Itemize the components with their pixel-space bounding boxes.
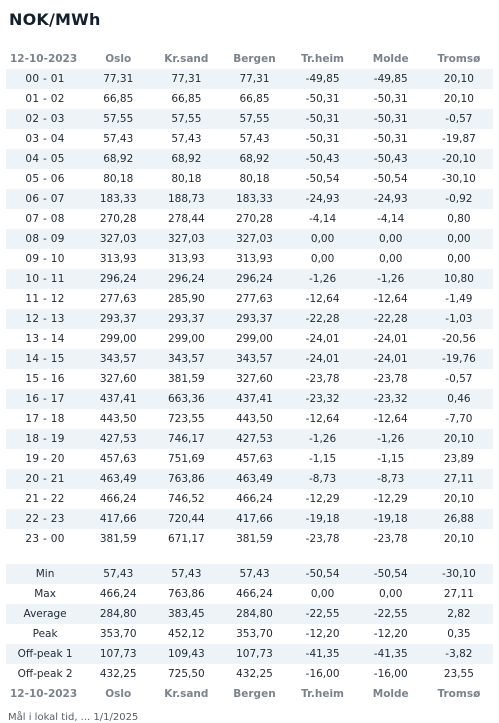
summary-cell: 353,70 [84, 624, 152, 644]
price-cell: -1,26 [289, 429, 357, 449]
hour-cell: 06 - 07 [6, 189, 84, 209]
hour-cell: 00 - 01 [6, 69, 84, 89]
price-cell: 285,90 [167, 293, 205, 305]
table-row [6, 309, 493, 329]
price-cell: 299,00 [236, 333, 273, 345]
summary-cell: -16,00 [357, 664, 425, 684]
price-cell: -50,31 [373, 93, 408, 105]
column-header-tromso[interactable]: Tromsø [437, 53, 481, 65]
price-cell: -20,56 [441, 333, 476, 345]
summary-cell: 57,43 [152, 564, 220, 584]
hour-cell: 19 - 20 [25, 453, 65, 465]
price-cell: -7,70 [445, 413, 473, 425]
price-cell: 299,00 [99, 333, 137, 345]
summary-cell: 107,73 [220, 644, 288, 664]
table-row [6, 89, 493, 109]
price-cell: -1,49 [445, 293, 473, 305]
table-row [6, 349, 493, 369]
table-row [6, 389, 493, 409]
price-cell: 77,31 [152, 69, 220, 89]
price-cell: 66,85 [239, 93, 270, 105]
summary-cell: 763,86 [152, 584, 220, 604]
price-cell: 293,37 [84, 309, 152, 329]
price-cell: 277,63 [99, 293, 137, 305]
summary-cell: -30,10 [425, 564, 493, 584]
price-cell: -22,28 [357, 309, 425, 329]
summary-cell: -12,20 [357, 624, 425, 644]
footer-header-trheim: Tr.heim [301, 688, 344, 700]
price-cell: 278,44 [167, 213, 205, 225]
column-header-molde[interactable]: Molde [372, 53, 409, 65]
table-row [6, 149, 493, 169]
hour-cell: 10 - 11 [6, 269, 84, 289]
summary-cell: -50,54 [289, 564, 357, 584]
column-header-oslo[interactable]: Oslo [105, 53, 132, 65]
price-cell: -12,29 [305, 493, 340, 505]
table-row [6, 249, 493, 269]
price-cell: -1,26 [289, 269, 357, 289]
price-cell: 327,60 [99, 373, 137, 385]
price-cell: -12,29 [373, 493, 408, 505]
price-cell: -23,78 [373, 533, 408, 545]
price-cell: 0,00 [357, 229, 425, 249]
summary-cell: 284,80 [84, 604, 152, 624]
spacer-cell [6, 549, 493, 564]
price-cell: 20,10 [425, 69, 493, 89]
summary-cell: 432,25 [220, 664, 288, 684]
price-cell: -0,57 [425, 109, 493, 129]
price-cell: -50,31 [373, 133, 408, 145]
price-cell: -23,78 [305, 533, 340, 545]
price-cell: -0,57 [445, 373, 473, 385]
summary-cell: -16,00 [289, 664, 357, 684]
price-cell: -24,01 [373, 333, 408, 345]
price-cell: 327,03 [84, 229, 152, 249]
hour-cell: 15 - 16 [25, 373, 65, 385]
price-cell: 437,41 [84, 389, 152, 409]
footer-header-oslo: Oslo [105, 688, 132, 700]
price-cell: -1,15 [309, 453, 337, 465]
summary-cell: 725,50 [152, 664, 220, 684]
price-cell: 343,57 [152, 349, 220, 369]
price-cell: -24,93 [357, 189, 425, 209]
price-cell: 313,93 [236, 253, 273, 265]
summary-cell: -22,55 [357, 604, 425, 624]
table-row [6, 369, 493, 389]
table-row [6, 229, 493, 249]
price-cell: 296,24 [152, 269, 220, 289]
price-cell: 417,66 [84, 509, 152, 529]
price-cell: 57,43 [171, 133, 202, 145]
price-cell: -23,78 [373, 373, 408, 385]
price-cell: 466,24 [236, 493, 273, 505]
summary-label: Max [6, 584, 84, 604]
price-cell: 0,80 [447, 213, 471, 225]
price-cell: 746,52 [167, 493, 205, 505]
price-cell: 296,24 [84, 269, 152, 289]
hour-cell: 21 - 22 [25, 493, 65, 505]
table-header-row [6, 49, 493, 69]
price-cell: 437,41 [220, 389, 288, 409]
price-cell: 751,69 [167, 453, 205, 465]
table-row [6, 289, 493, 309]
summary-label: Average [6, 604, 84, 624]
price-cell: -50,31 [289, 109, 357, 129]
table-row [6, 169, 493, 189]
price-cell: 80,18 [171, 173, 202, 185]
price-cell: 427,53 [84, 429, 152, 449]
price-cell: 763,86 [152, 469, 220, 489]
summary-label: Off-peak 1 [6, 644, 84, 664]
price-cell: 20,10 [443, 93, 474, 105]
price-cell: 293,37 [152, 309, 220, 329]
price-cell: -23,78 [305, 373, 340, 385]
table-footer-row [6, 684, 493, 704]
price-cell: 299,00 [167, 333, 205, 345]
price-cell: 0,00 [425, 229, 493, 249]
hour-cell: 20 - 21 [6, 469, 84, 489]
price-cell: 66,85 [103, 93, 134, 105]
price-cell: -1,26 [357, 429, 425, 449]
price-cell: 463,49 [220, 469, 288, 489]
price-cell: -50,54 [305, 173, 340, 185]
hour-cell: 05 - 06 [25, 173, 65, 185]
price-cell: 26,88 [425, 509, 493, 529]
price-cell: -8,73 [357, 469, 425, 489]
table-row [6, 189, 493, 209]
summary-label: Off-peak 2 [6, 664, 84, 684]
hour-cell: 18 - 19 [6, 429, 84, 449]
price-cell: 463,49 [84, 469, 152, 489]
price-cell: -1,15 [377, 453, 405, 465]
price-cell: 270,28 [236, 213, 273, 225]
price-cell: 80,18 [239, 173, 270, 185]
price-cell: -50,31 [305, 133, 340, 145]
table-row [6, 429, 493, 449]
summary-row [6, 644, 493, 664]
price-cell: 293,37 [220, 309, 288, 329]
price-cell: 57,43 [239, 133, 270, 145]
table-row [6, 529, 493, 549]
price-cell: -24,01 [289, 349, 357, 369]
hour-cell: 17 - 18 [25, 413, 65, 425]
header-date: 12-10-2023 [10, 53, 78, 65]
price-cell: 77,31 [84, 69, 152, 89]
summary-cell: 466,24 [84, 584, 152, 604]
summary-cell: -41,35 [289, 644, 357, 664]
price-cell: 68,92 [220, 149, 288, 169]
price-cell: -23,32 [357, 389, 425, 409]
price-cell: 68,92 [84, 149, 152, 169]
footer-header-bergen: Bergen [233, 688, 276, 700]
price-cell: -50,54 [373, 173, 408, 185]
summary-cell: -41,35 [357, 644, 425, 664]
price-cell: -50,31 [357, 109, 425, 129]
price-cell: -49,85 [289, 69, 357, 89]
table-row [6, 469, 493, 489]
price-cell: 0,00 [310, 253, 335, 265]
footer-header-molde: Molde [372, 688, 409, 700]
price-cell: 457,63 [99, 453, 137, 465]
price-cell: 381,59 [99, 533, 137, 545]
price-cell: 57,43 [103, 133, 134, 145]
page-title: NOK/MWh [9, 10, 101, 29]
price-cell: -1,26 [357, 269, 425, 289]
price-cell: 313,93 [167, 253, 205, 265]
price-cell: 77,31 [220, 69, 288, 89]
hour-cell: 22 - 23 [6, 509, 84, 529]
price-cell: 381,59 [236, 533, 273, 545]
price-cell: 20,10 [425, 429, 493, 449]
table-row [6, 129, 493, 149]
price-cell: 381,59 [167, 373, 205, 385]
price-cell: 343,57 [220, 349, 288, 369]
price-cell: 10,80 [425, 269, 493, 289]
price-table [6, 49, 493, 704]
price-cell: 80,18 [103, 173, 134, 185]
price-cell: 0,46 [425, 389, 493, 409]
price-cell: -0,92 [425, 189, 493, 209]
column-header-trheim[interactable]: Tr.heim [301, 53, 344, 65]
price-cell: 277,63 [236, 293, 273, 305]
summary-label: Peak [6, 624, 84, 644]
hour-cell: 02 - 03 [6, 109, 84, 129]
price-cell: 427,53 [220, 429, 288, 449]
column-header-krsand[interactable]: Kr.sand [164, 53, 209, 65]
price-cell: -50,43 [357, 149, 425, 169]
price-cell: -12,64 [373, 293, 408, 305]
price-cell: 68,92 [152, 149, 220, 169]
price-cell: 723,55 [167, 413, 205, 425]
price-cell: 443,50 [99, 413, 137, 425]
price-cell: -4,14 [377, 213, 405, 225]
price-cell: 57,55 [84, 109, 152, 129]
price-cell: -12,64 [305, 293, 340, 305]
summary-cell: 432,25 [84, 664, 152, 684]
summary-cell: 107,73 [84, 644, 152, 664]
price-cell: -19,18 [289, 509, 357, 529]
price-cell: 327,03 [152, 229, 220, 249]
summary-cell: 23,55 [425, 664, 493, 684]
summary-cell: 353,70 [220, 624, 288, 644]
summary-cell: -3,82 [425, 644, 493, 664]
summary-cell: -22,55 [289, 604, 357, 624]
price-cell: 66,85 [171, 93, 202, 105]
summary-cell: 27,11 [425, 584, 493, 604]
price-cell: 57,55 [152, 109, 220, 129]
price-cell: -19,87 [441, 133, 476, 145]
price-cell: -8,73 [289, 469, 357, 489]
price-cell: 327,60 [236, 373, 273, 385]
price-cell: -24,93 [289, 189, 357, 209]
hour-cell: 03 - 04 [25, 133, 65, 145]
price-cell: -24,01 [357, 349, 425, 369]
price-cell: 443,50 [236, 413, 273, 425]
hour-cell: 08 - 09 [6, 229, 84, 249]
hour-cell: 13 - 14 [25, 333, 65, 345]
price-cell: 313,93 [99, 253, 137, 265]
price-cell: 457,63 [236, 453, 273, 465]
summary-cell: 2,82 [425, 604, 493, 624]
table-row [6, 209, 493, 229]
hour-cell: 23 - 00 [25, 533, 65, 545]
price-cell: 20,10 [443, 533, 474, 545]
price-cell: -49,85 [357, 69, 425, 89]
hour-cell: 16 - 17 [6, 389, 84, 409]
price-cell: 188,73 [152, 189, 220, 209]
price-cell: 466,24 [99, 493, 137, 505]
price-cell: -4,14 [309, 213, 337, 225]
price-cell: 183,33 [84, 189, 152, 209]
hour-cell: 11 - 12 [25, 293, 65, 305]
price-cell: -12,64 [305, 413, 340, 425]
table-row [6, 329, 493, 349]
price-cell: -20,10 [425, 149, 493, 169]
price-cell: -50,31 [305, 93, 340, 105]
table-row [6, 449, 493, 469]
price-cell: -19,76 [425, 349, 493, 369]
summary-cell: -50,54 [357, 564, 425, 584]
summary-label: Min [6, 564, 84, 584]
summary-cell: 383,45 [152, 604, 220, 624]
price-cell: 183,33 [220, 189, 288, 209]
summary-cell: -12,20 [289, 624, 357, 644]
price-cell: -24,01 [305, 333, 340, 345]
table-spacer [6, 549, 493, 564]
price-cell: -19,18 [357, 509, 425, 529]
summary-cell: 0,00 [289, 584, 357, 604]
price-cell: -30,10 [441, 173, 476, 185]
summary-cell: 0,00 [357, 584, 425, 604]
footer-header-tromso: Tromsø [437, 688, 481, 700]
summary-cell: 57,43 [220, 564, 288, 584]
table-row [6, 409, 493, 429]
price-cell: 23,89 [443, 453, 474, 465]
footnote: Mål i lokal tid, ... 1/1/2025 [8, 712, 139, 723]
summary-cell: 57,43 [84, 564, 152, 584]
price-cell: 0,00 [289, 229, 357, 249]
table-row [6, 489, 493, 509]
hour-cell: 01 - 02 [25, 93, 65, 105]
footer-date: 12-10-2023 [10, 688, 78, 700]
price-cell: 720,44 [152, 509, 220, 529]
table-row [6, 269, 493, 289]
summary-cell: 466,24 [220, 584, 288, 604]
price-cell: 417,66 [220, 509, 288, 529]
price-cell: -12,64 [373, 413, 408, 425]
price-cell: 57,55 [220, 109, 288, 129]
footer-header-krsand: Kr.sand [164, 688, 209, 700]
price-cell: 0,00 [447, 253, 471, 265]
price-cell: -23,32 [289, 389, 357, 409]
hour-cell: 09 - 10 [25, 253, 65, 265]
summary-row [6, 664, 493, 684]
summary-row [6, 584, 493, 604]
column-header-bergen[interactable]: Bergen [233, 53, 276, 65]
price-cell: -1,03 [425, 309, 493, 329]
price-cell: 270,28 [99, 213, 137, 225]
price-cell: 27,11 [425, 469, 493, 489]
price-cell: -50,43 [289, 149, 357, 169]
price-cell: 663,36 [152, 389, 220, 409]
table-row [6, 109, 493, 129]
price-cell: 296,24 [220, 269, 288, 289]
price-cell: 327,03 [220, 229, 288, 249]
price-cell: -22,28 [289, 309, 357, 329]
summary-cell: 109,43 [152, 644, 220, 664]
price-cell: 20,10 [443, 493, 474, 505]
price-cell: 343,57 [84, 349, 152, 369]
price-cell: 0,00 [379, 253, 403, 265]
price-cell: 671,17 [167, 533, 205, 545]
table-row [6, 509, 493, 529]
hour-cell: 07 - 08 [25, 213, 65, 225]
summary-row [6, 564, 493, 584]
summary-cell: 0,35 [425, 624, 493, 644]
summary-cell: 284,80 [220, 604, 288, 624]
hour-cell: 12 - 13 [6, 309, 84, 329]
summary-row [6, 624, 493, 644]
hour-cell: 14 - 15 [6, 349, 84, 369]
summary-row [6, 604, 493, 624]
price-cell: 746,17 [152, 429, 220, 449]
hour-cell: 04 - 05 [6, 149, 84, 169]
summary-cell: 452,12 [152, 624, 220, 644]
table-row [6, 69, 493, 89]
